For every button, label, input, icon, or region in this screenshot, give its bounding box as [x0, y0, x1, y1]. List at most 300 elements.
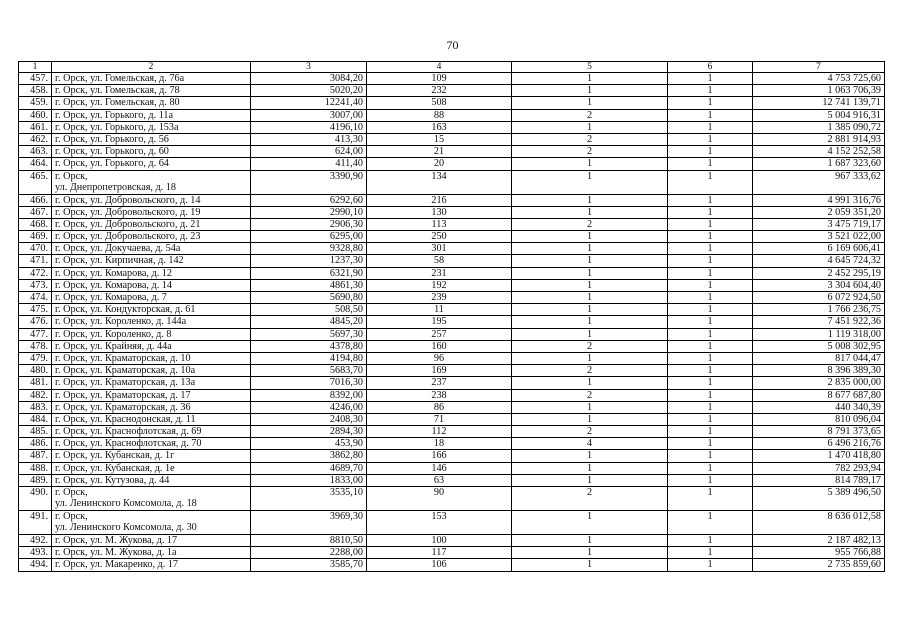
- address-line: г. Орск, ул. Короленко, д. 144а: [55, 316, 187, 328]
- value-cell: 1: [512, 279, 668, 291]
- sum-cell: 8 396 389,30: [753, 365, 885, 377]
- table-row: [19, 316, 885, 328]
- sum-cell: 2 881 914,93: [753, 133, 885, 145]
- value-cell: 1: [512, 535, 668, 547]
- area-cell: 1237,30: [251, 255, 367, 267]
- count-cell: 20: [367, 158, 512, 170]
- address-line: г. Орск, ул. Комарова, д. 14: [55, 279, 172, 291]
- address-cell: [52, 206, 251, 218]
- address-cell: [52, 292, 251, 304]
- address-line: г. Орск, ул. Краматорская, д. 36: [55, 401, 191, 413]
- address-line: г. Орск, ул. Гомельская, д. 78: [55, 85, 180, 97]
- value-cell: 1: [512, 206, 668, 218]
- address-cell: [52, 243, 251, 255]
- count-cell: 90: [367, 487, 512, 511]
- table-row: [19, 121, 885, 133]
- column-header: 2: [52, 62, 251, 73]
- row-number: 474.: [19, 292, 52, 304]
- table-row: [19, 559, 885, 571]
- area-cell: 5020,20: [251, 85, 367, 97]
- address-line: г. Орск, ул. Кирпичная, д. 142: [55, 255, 184, 267]
- row-number: 479.: [19, 352, 52, 364]
- value-cell: 1: [668, 450, 753, 462]
- address-cell: [52, 559, 251, 571]
- count-cell: 112: [367, 426, 512, 438]
- row-number: 491.: [19, 511, 52, 535]
- column-header: 6: [668, 62, 753, 73]
- count-cell: 113: [367, 218, 512, 230]
- sum-cell: 8 791 373,65: [753, 426, 885, 438]
- area-cell: 9328,80: [251, 243, 367, 255]
- table-row: [19, 158, 885, 170]
- table-row: [19, 474, 885, 486]
- value-cell: 1: [668, 158, 753, 170]
- count-cell: 238: [367, 389, 512, 401]
- area-cell: 8810,50: [251, 535, 367, 547]
- value-cell: 1: [668, 170, 753, 194]
- table-row: [19, 487, 885, 511]
- table-row: [19, 206, 885, 218]
- table-row: [19, 218, 885, 230]
- sum-cell: 4 645 724,32: [753, 255, 885, 267]
- area-cell: 5683,70: [251, 365, 367, 377]
- value-cell: 1: [668, 194, 753, 206]
- sum-cell: 817 044,47: [753, 352, 885, 364]
- table-row: [19, 547, 885, 559]
- value-cell: 1: [668, 462, 753, 474]
- address-cell: [52, 279, 251, 291]
- value-cell: 1: [668, 218, 753, 230]
- value-cell: 1: [512, 559, 668, 571]
- address-cell: [52, 438, 251, 450]
- address-cell: [52, 511, 251, 535]
- row-number: 464.: [19, 158, 52, 170]
- count-cell: 130: [367, 206, 512, 218]
- area-cell: 7016,30: [251, 377, 367, 389]
- address-line: г. Орск, ул. Кондукторская, д. 61: [55, 304, 196, 316]
- sum-cell: 5 004 916,31: [753, 109, 885, 121]
- address-line: г. Орск, ул. Краснодонская, д. 11: [55, 413, 196, 425]
- address-line: ул. Ленинского Комсомола, д. 18: [55, 498, 197, 509]
- table-row: [19, 352, 885, 364]
- value-cell: 1: [512, 170, 668, 194]
- value-cell: 1: [668, 487, 753, 511]
- area-cell: 3535,10: [251, 487, 367, 511]
- housing-registry-table: [18, 61, 885, 572]
- sum-cell: 1 385 090,72: [753, 121, 885, 133]
- address-cell: [52, 450, 251, 462]
- value-cell: 1: [512, 255, 668, 267]
- sum-cell: 1 470 418,80: [753, 450, 885, 462]
- table-row: [19, 377, 885, 389]
- row-number: 457.: [19, 73, 52, 85]
- column-header: 1: [19, 62, 52, 73]
- address-cell: [52, 121, 251, 133]
- address-line: г. Орск, ул. М. Жукова, д. 17: [55, 535, 178, 546]
- value-cell: 2: [512, 487, 668, 511]
- address-line: г. Орск, ул. Горького, д. 153а: [55, 121, 179, 133]
- area-cell: 4845,20: [251, 316, 367, 328]
- row-number: 490.: [19, 487, 52, 511]
- count-cell: 237: [367, 377, 512, 389]
- table-row: [19, 231, 885, 243]
- sum-cell: 3 475 719,17: [753, 218, 885, 230]
- sum-cell: 5 008 302,95: [753, 340, 885, 352]
- area-cell: 6295,00: [251, 231, 367, 243]
- column-header: 4: [367, 62, 512, 73]
- table-row: [19, 426, 885, 438]
- table-body: [19, 73, 885, 572]
- address-line: г. Орск, ул. Добровольского, д. 14: [55, 194, 201, 206]
- area-cell: 411,40: [251, 158, 367, 170]
- sum-cell: 8 677 687,80: [753, 389, 885, 401]
- address-line: г. Орск, ул. М. Жукова, д. 1а: [55, 547, 177, 559]
- address-line: г. Орск, ул. Краснофлотская, д. 70: [55, 438, 202, 450]
- address-cell: [52, 170, 251, 194]
- value-cell: 1: [668, 389, 753, 401]
- count-cell: 153: [367, 511, 512, 535]
- area-cell: 2990,10: [251, 206, 367, 218]
- table-row: [19, 365, 885, 377]
- value-cell: 2: [512, 133, 668, 145]
- address-line: г. Орск, ул. Краматорская, д. 10: [55, 352, 191, 364]
- value-cell: 1: [668, 474, 753, 486]
- value-cell: 1: [668, 255, 753, 267]
- row-number: 473.: [19, 279, 52, 291]
- table-row: [19, 73, 885, 85]
- table-row: [19, 438, 885, 450]
- count-cell: 96: [367, 352, 512, 364]
- table-row: [19, 292, 885, 304]
- row-number: 483.: [19, 401, 52, 413]
- sum-cell: 7 451 922,36: [753, 316, 885, 328]
- value-cell: 1: [512, 450, 668, 462]
- address-cell: [52, 462, 251, 474]
- area-cell: 413,30: [251, 133, 367, 145]
- value-cell: 1: [512, 377, 668, 389]
- value-cell: 1: [512, 401, 668, 413]
- address-line: ул. Днепропетровская, д. 18: [55, 181, 176, 193]
- sum-cell: 782 293,94: [753, 462, 885, 474]
- table-row: [19, 255, 885, 267]
- area-cell: 4689,70: [251, 462, 367, 474]
- value-cell: 1: [512, 158, 668, 170]
- sum-cell: 5 389 496,50: [753, 487, 885, 511]
- value-cell: 1: [668, 365, 753, 377]
- value-cell: 1: [512, 304, 668, 316]
- count-cell: 117: [367, 547, 512, 559]
- count-cell: 192: [367, 279, 512, 291]
- table-row: [19, 279, 885, 291]
- sum-cell: 4 152 252,58: [753, 146, 885, 158]
- table-row: [19, 340, 885, 352]
- row-number: 466.: [19, 194, 52, 206]
- row-number: 469.: [19, 231, 52, 243]
- value-cell: 2: [512, 109, 668, 121]
- area-cell: 2906,30: [251, 218, 367, 230]
- table-row: [19, 146, 885, 158]
- value-cell: 1: [668, 352, 753, 364]
- row-number: 462.: [19, 133, 52, 145]
- area-cell: 4378,80: [251, 340, 367, 352]
- count-cell: 166: [367, 450, 512, 462]
- row-number: 489.: [19, 474, 52, 486]
- value-cell: 1: [668, 133, 753, 145]
- count-cell: 63: [367, 474, 512, 486]
- value-cell: 1: [512, 462, 668, 474]
- sum-cell: 2 187 482,13: [753, 535, 885, 547]
- sum-cell: 8 636 012,58: [753, 511, 885, 535]
- value-cell: 1: [668, 340, 753, 352]
- area-cell: 4861,30: [251, 279, 367, 291]
- sum-cell: 814 789,17: [753, 474, 885, 486]
- count-cell: 15: [367, 133, 512, 145]
- column-header: 7: [753, 62, 885, 73]
- table-row: [19, 462, 885, 474]
- value-cell: 1: [668, 73, 753, 85]
- value-cell: 1: [668, 292, 753, 304]
- table-row: [19, 389, 885, 401]
- value-cell: 1: [512, 474, 668, 486]
- value-cell: 2: [512, 340, 668, 352]
- table-row: [19, 133, 885, 145]
- row-number: 486.: [19, 438, 52, 450]
- row-number: 481.: [19, 377, 52, 389]
- sum-cell: 1 687 323,60: [753, 158, 885, 170]
- row-number: 488.: [19, 462, 52, 474]
- value-cell: 1: [668, 511, 753, 535]
- value-cell: 1: [668, 377, 753, 389]
- address-cell: [52, 146, 251, 158]
- area-cell: 2894,30: [251, 426, 367, 438]
- row-number: 472.: [19, 267, 52, 279]
- address-line: г. Орск, ул. Добровольского, д. 21: [55, 218, 201, 230]
- count-cell: 216: [367, 194, 512, 206]
- address-cell: [52, 109, 251, 121]
- address-cell: [52, 231, 251, 243]
- area-cell: 3084,20: [251, 73, 367, 85]
- row-number: 480.: [19, 365, 52, 377]
- row-number: 493.: [19, 547, 52, 559]
- table-row: [19, 97, 885, 109]
- row-number: 494.: [19, 559, 52, 571]
- sum-cell: 4 991 316,76: [753, 194, 885, 206]
- sum-cell: 6 072 924,50: [753, 292, 885, 304]
- value-cell: 1: [668, 559, 753, 571]
- count-cell: 58: [367, 255, 512, 267]
- address-cell: [52, 85, 251, 97]
- area-cell: 453,90: [251, 438, 367, 450]
- value-cell: 1: [668, 109, 753, 121]
- sum-cell: 440 340,39: [753, 401, 885, 413]
- value-cell: 1: [668, 146, 753, 158]
- row-number: 470.: [19, 243, 52, 255]
- address-cell: [52, 389, 251, 401]
- sum-cell: 2 735 859,60: [753, 559, 885, 571]
- value-cell: 1: [668, 243, 753, 255]
- address-line: ул. Ленинского Комсомола, д. 30: [55, 522, 197, 533]
- value-cell: 2: [512, 389, 668, 401]
- address-line: г. Орск, ул. Кубанская, д. 1г: [55, 450, 175, 462]
- table-row: [19, 109, 885, 121]
- value-cell: 1: [512, 97, 668, 109]
- table-row: [19, 243, 885, 255]
- count-cell: 109: [367, 73, 512, 85]
- sum-cell: 1 766 236,75: [753, 304, 885, 316]
- value-cell: 4: [512, 438, 668, 450]
- row-number: 487.: [19, 450, 52, 462]
- count-cell: 88: [367, 109, 512, 121]
- count-cell: 195: [367, 316, 512, 328]
- value-cell: 1: [668, 328, 753, 340]
- value-cell: 1: [668, 304, 753, 316]
- area-cell: 2408,30: [251, 413, 367, 425]
- address-line: г. Орск,: [55, 487, 88, 498]
- value-cell: 1: [668, 267, 753, 279]
- sum-cell: 967 333,62: [753, 170, 885, 194]
- count-cell: 250: [367, 231, 512, 243]
- address-cell: [52, 401, 251, 413]
- address-cell: [52, 255, 251, 267]
- address-line: г. Орск, ул. Краматорская, д. 17: [55, 389, 191, 401]
- address-cell: [52, 158, 251, 170]
- value-cell: 1: [668, 413, 753, 425]
- table-row: [19, 267, 885, 279]
- area-cell: 6292,60: [251, 194, 367, 206]
- address-cell: [52, 97, 251, 109]
- sum-cell: 6 496 216,76: [753, 438, 885, 450]
- address-cell: [52, 218, 251, 230]
- address-cell: [52, 133, 251, 145]
- area-cell: 3007,00: [251, 109, 367, 121]
- row-number: 468.: [19, 218, 52, 230]
- area-cell: 3390,90: [251, 170, 367, 194]
- column-header: 3: [251, 62, 367, 73]
- address-line: г. Орск, ул. Короленко, д. 8: [55, 328, 172, 340]
- address-cell: [52, 413, 251, 425]
- value-cell: 1: [512, 413, 668, 425]
- count-cell: 163: [367, 121, 512, 133]
- value-cell: 1: [668, 121, 753, 133]
- count-cell: 100: [367, 535, 512, 547]
- address-cell: [52, 316, 251, 328]
- table-row: [19, 194, 885, 206]
- table-row: [19, 511, 885, 535]
- area-cell: 1833,00: [251, 474, 367, 486]
- value-cell: 1: [512, 121, 668, 133]
- column-header: 5: [512, 62, 668, 73]
- row-number: 458.: [19, 85, 52, 97]
- address-cell: [52, 547, 251, 559]
- value-cell: 1: [512, 292, 668, 304]
- area-cell: 4196,10: [251, 121, 367, 133]
- count-cell: 301: [367, 243, 512, 255]
- address-line: г. Орск, ул. Добровольского, д. 19: [55, 206, 201, 218]
- area-cell: 8392,00: [251, 389, 367, 401]
- value-cell: 1: [512, 352, 668, 364]
- address-line: г. Орск, ул. Гомельская, д. 76а: [55, 73, 185, 84]
- value-cell: 1: [668, 535, 753, 547]
- row-number: 476.: [19, 316, 52, 328]
- row-number: 475.: [19, 304, 52, 316]
- sum-cell: 1 063 706,39: [753, 85, 885, 97]
- sum-cell: 4 753 725,60: [753, 73, 885, 85]
- address-line: г. Орск, ул. Кубанская, д. 1е: [55, 462, 175, 474]
- address-cell: [52, 426, 251, 438]
- sum-cell: 3 304 604,40: [753, 279, 885, 291]
- address-line: г. Орск, ул. Добровольского, д. 23: [55, 231, 201, 243]
- count-cell: 71: [367, 413, 512, 425]
- address-line: г. Орск,: [55, 511, 88, 522]
- row-number: 467.: [19, 206, 52, 218]
- row-number: 485.: [19, 426, 52, 438]
- value-cell: 1: [512, 328, 668, 340]
- value-cell: 1: [512, 194, 668, 206]
- row-number: 465.: [19, 170, 52, 194]
- address-cell: [52, 487, 251, 511]
- count-cell: 18: [367, 438, 512, 450]
- address-cell: [52, 340, 251, 352]
- row-number: 482.: [19, 389, 52, 401]
- table-row: [19, 328, 885, 340]
- address-line: г. Орск, ул. Горького, д. 11а: [55, 109, 174, 121]
- count-cell: 169: [367, 365, 512, 377]
- value-cell: 1: [668, 426, 753, 438]
- value-cell: 2: [512, 365, 668, 377]
- value-cell: 1: [512, 73, 668, 85]
- address-line: г. Орск, ул. Краснофлотская, д. 69: [55, 426, 202, 438]
- address-cell: [52, 194, 251, 206]
- table-row: [19, 413, 885, 425]
- area-cell: 3585,70: [251, 559, 367, 571]
- sum-cell: 810 096,04: [753, 413, 885, 425]
- value-cell: 1: [512, 243, 668, 255]
- count-cell: 239: [367, 292, 512, 304]
- row-number: 461.: [19, 121, 52, 133]
- address-cell: [52, 377, 251, 389]
- address-line: г. Орск, ул. Гомельская, д. 80: [55, 97, 180, 109]
- value-cell: 2: [512, 426, 668, 438]
- sum-cell: 2 059 351,20: [753, 206, 885, 218]
- table-row: [19, 535, 885, 547]
- value-cell: 1: [668, 231, 753, 243]
- area-cell: 624,00: [251, 146, 367, 158]
- area-cell: 4246,00: [251, 401, 367, 413]
- row-number: 477.: [19, 328, 52, 340]
- address-cell: [52, 328, 251, 340]
- value-cell: 1: [668, 401, 753, 413]
- address-line: г. Орск, ул. Комарова, д. 12: [55, 267, 172, 279]
- value-cell: 1: [668, 547, 753, 559]
- address-line: г. Орск, ул. Докучаева, д. 54а: [55, 243, 181, 255]
- value-cell: 2: [512, 146, 668, 158]
- count-cell: 106: [367, 559, 512, 571]
- value-cell: 1: [512, 85, 668, 97]
- row-number: 478.: [19, 340, 52, 352]
- area-cell: 4194,80: [251, 352, 367, 364]
- row-number: 460.: [19, 109, 52, 121]
- count-cell: 11: [367, 304, 512, 316]
- area-cell: 6321,90: [251, 267, 367, 279]
- area-cell: 3862,80: [251, 450, 367, 462]
- address-line: г. Орск, ул. Краматорская, д. 13а: [55, 377, 196, 389]
- address-line: г. Орск, ул. Крайняя, д. 44а: [55, 340, 172, 352]
- area-cell: 5690,80: [251, 292, 367, 304]
- address-cell: [52, 304, 251, 316]
- address-cell: [52, 365, 251, 377]
- address-line: г. Орск, ул. Кутузова, д. 44: [55, 474, 170, 486]
- count-cell: 508: [367, 97, 512, 109]
